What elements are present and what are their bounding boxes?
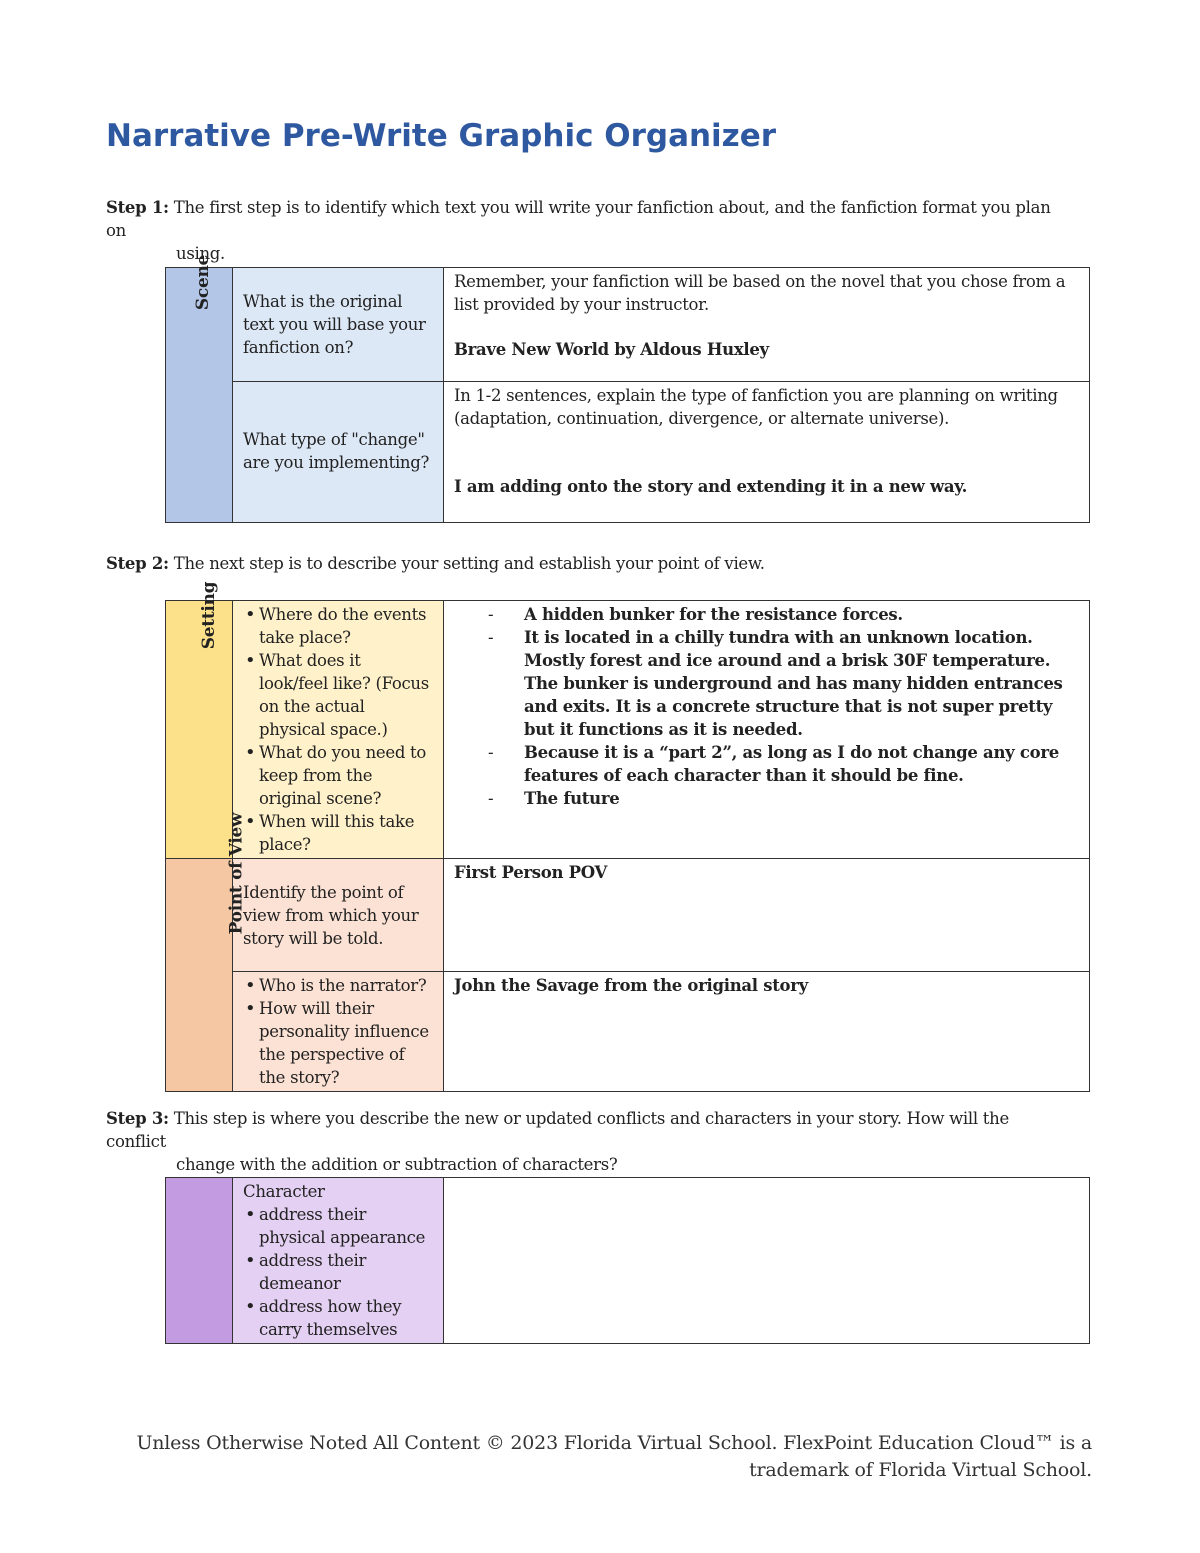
scene-prompt-original-text: Remember, your fanfiction will be based on the novel that you chose from a list provided by your instructor. <box>454 272 1066 314</box>
step-3-label: Step 3: <box>106 1109 169 1128</box>
setting-side-label: Setting <box>166 601 233 859</box>
character-table <box>165 1177 1090 1344</box>
scene-question-change-type: What type of "change" are you implementing? <box>233 382 444 523</box>
pov-question: Identify the point of view from which your story will be told. <box>233 859 444 972</box>
setting-pov-table <box>165 581 1090 1092</box>
narrator-question-item: • How will their personality influence the perspective of the story? <box>259 997 433 1089</box>
step-3-instructions <box>106 1107 1066 1176</box>
step-2-instructions <box>106 552 1066 575</box>
character-question-item: • address their physical appearance <box>259 1203 433 1249</box>
scene-response-change-type: I am adding onto the story and extending it in a new way. <box>454 477 968 496</box>
page-title: Narrative Pre-Write Graphic Organizer <box>106 118 777 154</box>
setting-answer-item: - The future <box>524 787 1079 810</box>
setting-questions <box>233 601 444 859</box>
step-1-instructions <box>106 196 1066 265</box>
narrator-questions <box>233 972 444 1092</box>
character-question-item: • address how they carry themselves <box>259 1295 433 1341</box>
character-questions <box>233 1178 444 1344</box>
step-2-label: Step 2: <box>106 554 169 573</box>
character-heading: Character <box>243 1182 325 1201</box>
setting-question-item: • When will this take place? <box>259 810 433 856</box>
footer-line-2: trademark of Florida Virtual School. <box>749 1459 1092 1481</box>
scene-answer-change-type[interactable] <box>444 382 1090 523</box>
scene-question-original-text: What is the original text you will base your fanfiction on? <box>233 268 444 382</box>
footer-line-1: Unless Otherwise Noted All Content © 2023 Florida Virtual School. FlexPoint Education Cloud™ is a <box>136 1432 1092 1454</box>
step-3-text: This step is where you describe the new or updated conflicts and characters in your story. How will the conflict <box>106 1109 1009 1151</box>
narrator-question-item: • Who is the narrator? <box>259 974 433 997</box>
scene-prompt-change-type: In 1-2 sentences, explain the type of fanfiction you are planning on writing (adaptation, continuation, divergence, or alternate universe). <box>454 386 1058 428</box>
pov-answer[interactable]: First Person POV <box>444 859 1090 972</box>
step-1-text: The first step is to identify which text you will write your fanfiction about, and the fanfiction format you plan on <box>106 198 1051 240</box>
step-1-text-cont: using. <box>176 244 226 263</box>
character-side-bar <box>166 1178 233 1344</box>
step-1-label: Step 1: <box>106 198 169 217</box>
setting-question-item: • What do you need to keep from the original scene? <box>259 741 433 810</box>
scene-answer-original-text[interactable] <box>444 268 1090 382</box>
setting-answer-item: - A hidden bunker for the resistance forces. <box>524 603 1079 626</box>
scene-response-original-text: Brave New World by Aldous Huxley <box>454 340 769 359</box>
character-answer[interactable] <box>444 1178 1090 1344</box>
step-3-text-cont: change with the addition or subtraction of characters? <box>176 1155 618 1174</box>
scene-side-label: Scene <box>166 268 233 523</box>
setting-answer-item: - Because it is a “part 2”, as long as I do not change any core features of each character than it should be fine. <box>524 741 1079 787</box>
copyright-footer <box>136 1430 1092 1484</box>
character-question-item: • address their demeanor <box>259 1249 433 1295</box>
pov-side-label: Point of View <box>166 859 233 1092</box>
step-2-text: The next step is to describe your setting and establish your point of view. <box>173 554 765 573</box>
scene-table <box>165 254 1090 523</box>
setting-answer[interactable] <box>444 601 1090 859</box>
setting-question-item: • What does it look/feel like? (Focus on the actual physical space.) <box>259 649 433 741</box>
narrator-answer[interactable]: John the Savage from the original story <box>444 972 1090 1092</box>
setting-answer-item: - It is located in a chilly tundra with an unknown location. Mostly forest and ice around and a brisk 30F temperature. The bunker is underground and has many hidden entrances and exits. It is a concrete structure that is not super pretty but it functions as it is needed. <box>524 626 1079 741</box>
setting-question-item: • Where do the events take place? <box>259 603 433 649</box>
